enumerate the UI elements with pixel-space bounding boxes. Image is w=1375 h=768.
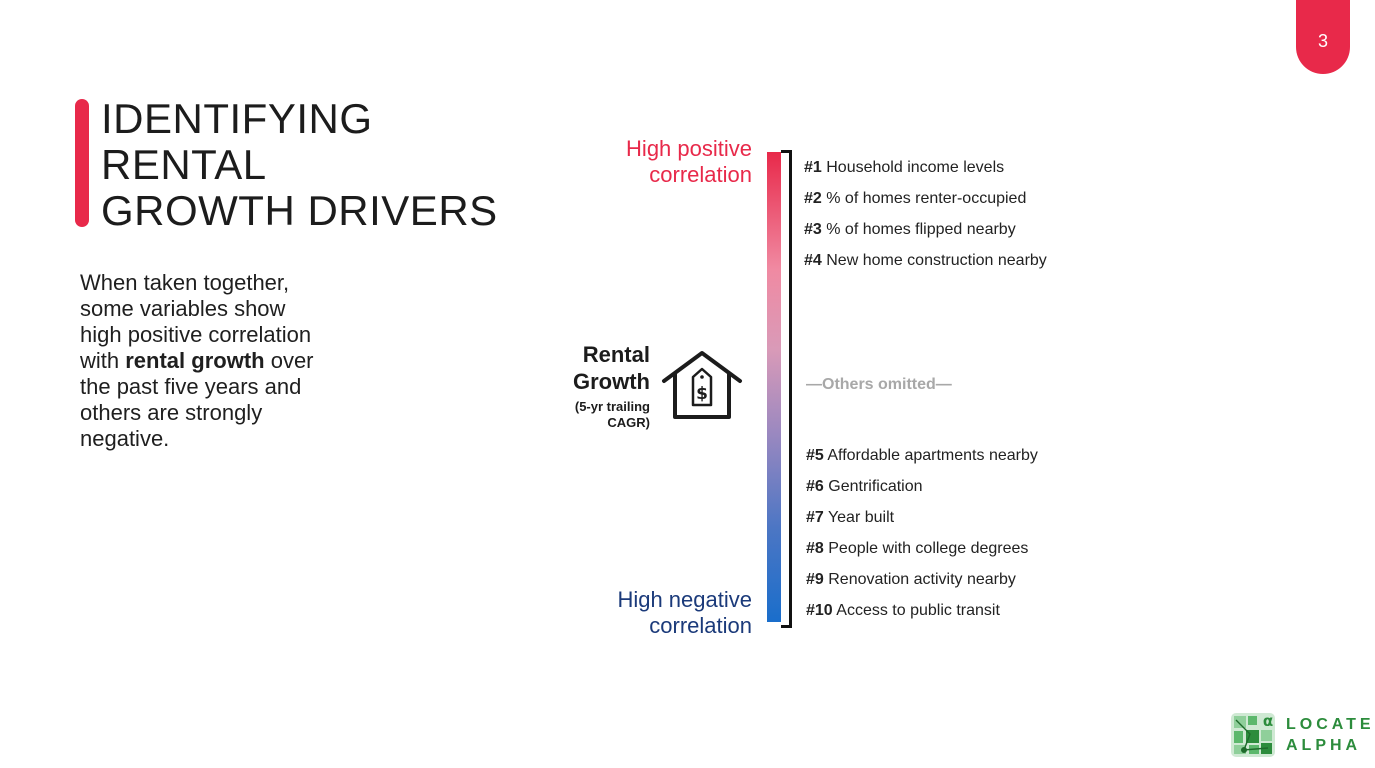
others-omitted-label: —Others omitted— (806, 376, 952, 393)
rental-growth-subtitle: (5-yr trailing CAGR) (574, 399, 650, 430)
driver-item-4: #4 New home construction nearby (804, 252, 1047, 269)
description-text (80, 270, 320, 452)
logo-line-1: LOCATE (1286, 716, 1375, 733)
rental-growth-label (540, 341, 650, 431)
description-bold: rental growth (125, 348, 265, 373)
svg-text:$: $ (696, 384, 708, 404)
high-positive-label: High positive correlation (626, 136, 752, 187)
driver-item-1: #1 Household income levels (804, 159, 1005, 176)
svg-text:α: α (1262, 712, 1274, 730)
positive-drivers-list (804, 152, 1047, 276)
title-line-3: GROWTH DRIVERS (101, 187, 498, 234)
correlation-gradient-bar (767, 152, 781, 622)
locate-alpha-logo (1230, 712, 1375, 758)
locate-alpha-logo-icon (1230, 712, 1276, 758)
locate-alpha-wordmark (1286, 714, 1375, 756)
correlation-bracket (781, 150, 792, 628)
driver-item-5: #5 Affordable apartments nearby (806, 447, 1038, 464)
description-before: When taken together, some variables show high positive correlation with (80, 270, 312, 373)
driver-item-8: #8 People with college degrees (806, 540, 1029, 557)
driver-item-2: #2 % of homes renter-occupied (804, 190, 1027, 207)
title-line-2: RENTAL (101, 141, 267, 188)
negative-drivers-list (806, 440, 1038, 626)
driver-item-3: #3 % of homes flipped nearby (804, 221, 1016, 238)
description-after: over the past five years and others are strongly negative. (80, 348, 314, 451)
rental-growth-title: Rental Growth (573, 342, 650, 394)
driver-item-7: #7 Year built (806, 509, 895, 526)
title-accent-bar (75, 99, 89, 227)
house-dollar-icon (660, 349, 744, 421)
driver-item-6: #6 Gentrification (806, 478, 923, 495)
title-line-1: IDENTIFYING (101, 95, 373, 142)
page-number-badge: 3 (1296, 0, 1350, 74)
page-title (101, 96, 498, 234)
high-negative-label: High negative correlation (617, 587, 752, 638)
logo-line-2: ALPHA (1286, 737, 1362, 754)
driver-item-9: #9 Renovation activity nearby (806, 571, 1016, 588)
driver-item-10: #10 Access to public transit (806, 602, 1000, 619)
